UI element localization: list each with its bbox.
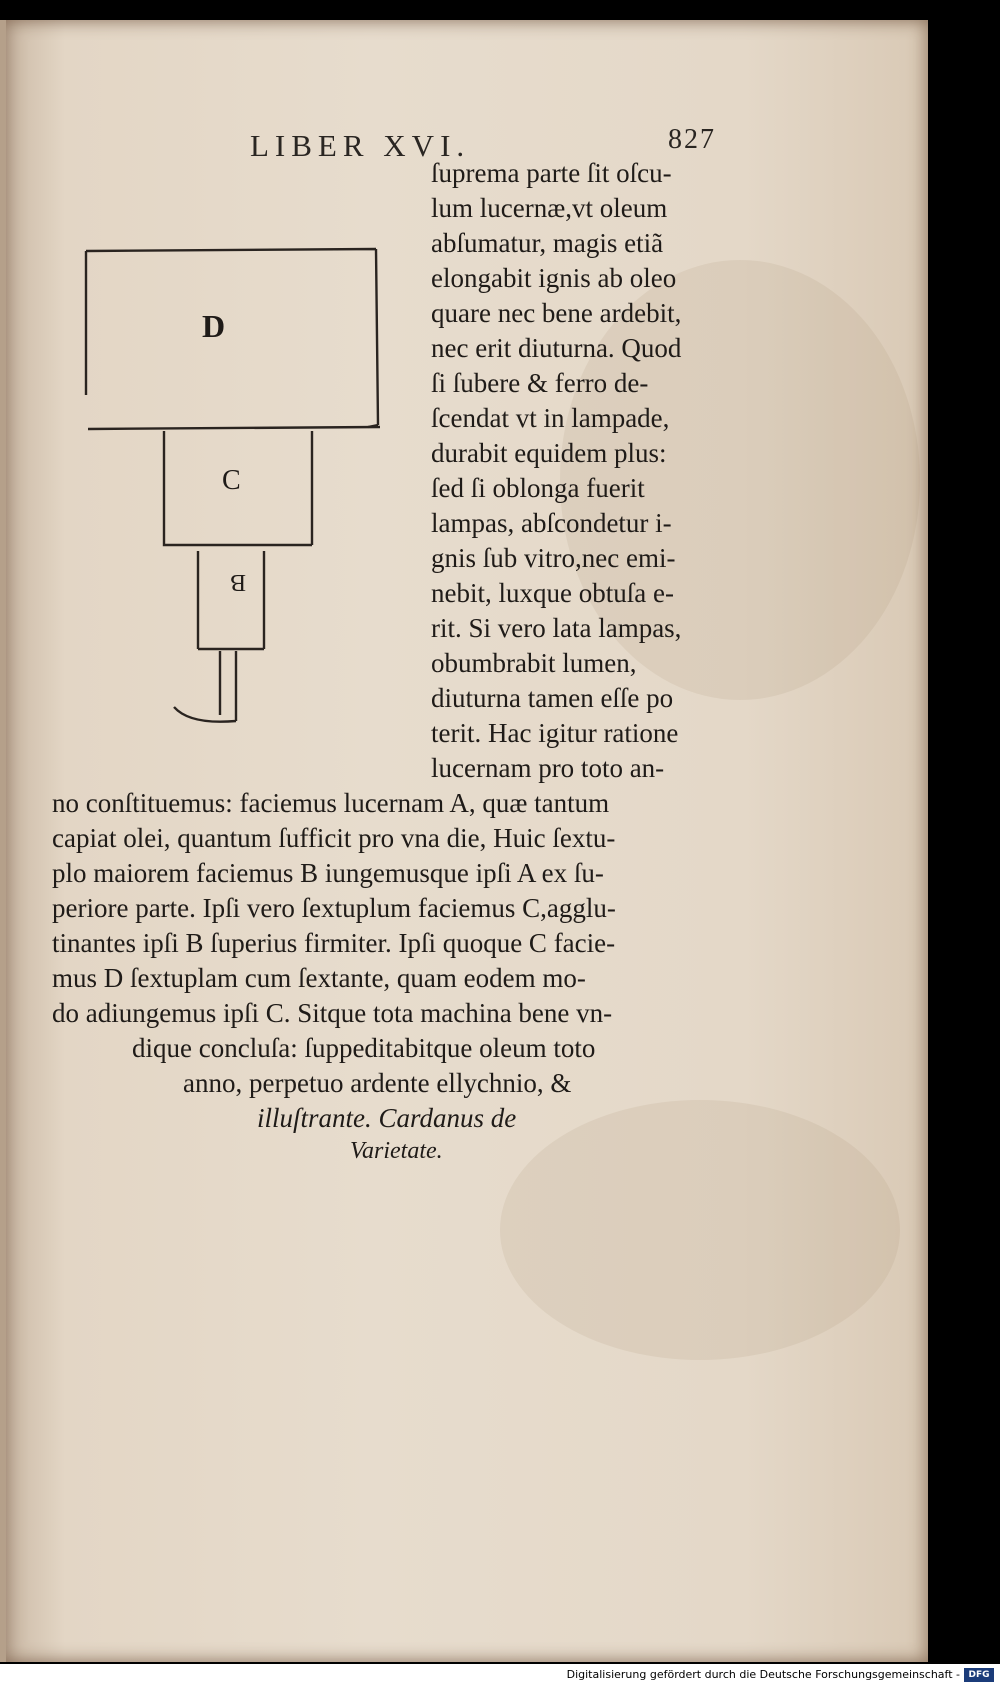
separator-line xyxy=(88,427,380,429)
dfg-logo: DFG xyxy=(964,1668,994,1682)
column-line: gnis ſub vitro,nec emi- xyxy=(431,543,676,573)
full-line: tinantes ipſi B ſuperius firmiter. Ipſi quoque C facie- xyxy=(52,928,616,958)
label-c: C xyxy=(222,465,241,496)
column-line: abſumatur, magis etiã xyxy=(431,228,664,258)
column-line: durabit equidem plus: xyxy=(431,438,667,468)
column-line: quare nec bene ardebit, xyxy=(431,298,682,328)
funding-credit: Digitalisierung gefördert durch die Deutsche Forschungsgemeinschaft - xyxy=(566,1668,960,1681)
lamp-diagram xyxy=(80,245,380,765)
full-line: periore parte. Ipſi vero ſextuplum faciemus C,agglu- xyxy=(52,893,616,923)
column-line: rit. Si vero lata lampas, xyxy=(431,613,682,643)
full-line: mus D ſextuplam cum ſextante, quam eodem mo- xyxy=(52,963,586,993)
column-line: ſuprema parte ſit oſcu- xyxy=(431,158,672,188)
page-number: 827 xyxy=(668,124,716,155)
column-line: lampas, abſcondetur i- xyxy=(431,508,672,538)
centered-line: anno, perpetuo ardente ellychnio, & xyxy=(183,1068,572,1098)
column-line: ſed ſi oblonga fuerit xyxy=(431,473,645,503)
lamp-diagram-svg xyxy=(80,245,380,765)
full-line: do adiungemus ipſi C. Sitque tota machina bene vn- xyxy=(52,998,613,1028)
label-b: B xyxy=(229,569,246,595)
column-line: nec erit diuturna. Quod xyxy=(431,333,682,363)
page-left-edge xyxy=(0,20,6,1662)
label-d: D xyxy=(202,308,226,344)
book-page xyxy=(0,20,928,1662)
full-line: no conſtituemus: faciemus lucernam A, quæ tantum xyxy=(52,788,610,818)
column-line: elongabit ignis ab oleo xyxy=(431,263,677,293)
column-line: lum lucernæ,vt oleum xyxy=(431,193,668,223)
column-line: terit. Hac igitur ratione xyxy=(431,718,679,748)
vessel-d-outline xyxy=(86,249,378,427)
wick-a-outline xyxy=(174,651,236,722)
vessel-b-outline xyxy=(198,551,264,649)
centered-line: Varietate. xyxy=(350,1138,443,1164)
bleed-through-stain xyxy=(500,1100,900,1360)
column-line: ſcendat vt in lampade, xyxy=(431,403,670,433)
column-line: diuturna tamen eſſe po xyxy=(431,683,674,713)
running-title: LIBER XVI. xyxy=(250,128,471,163)
column-line: ſi ſubere & ferro de- xyxy=(431,368,649,398)
centered-line: dique concluſa: ſuppeditabitque oleum toto xyxy=(132,1033,596,1063)
column-line: nebit, luxque obtuſa e- xyxy=(431,578,674,608)
full-line: capiat olei, quantum ſufficit pro vna die, Huic ſextu- xyxy=(52,823,616,853)
column-line: obumbrabit lumen, xyxy=(431,648,637,678)
full-line: plo maiorem faciemus B iungemusque ipſi A ex ſu- xyxy=(52,858,604,888)
centered-line: illuſtrante. Cardanus de xyxy=(257,1103,517,1133)
digitization-footer xyxy=(0,1664,1000,1687)
column-line: lucernam pro toto an- xyxy=(431,753,665,783)
